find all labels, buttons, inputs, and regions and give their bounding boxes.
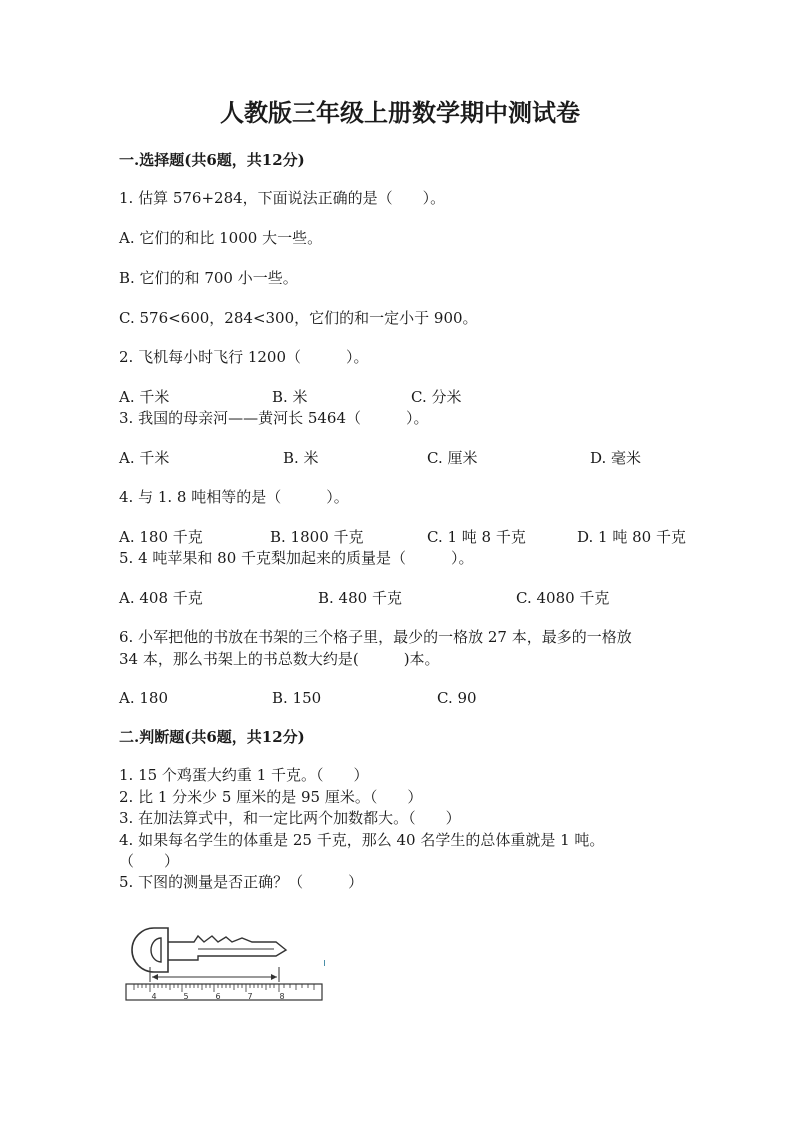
section-heading-judgement: 二.判断题(共6题，共12分)	[119, 728, 305, 746]
question-5-option-c: C. 4080 千克	[516, 589, 610, 607]
section-heading-choice: 一.选择题(共6题，共12分)	[119, 151, 305, 169]
question-1-stem: 1. 估算 576+284，下面说法正确的是（ ）。	[119, 189, 446, 207]
page-title: 人教版三年级上册数学期中测试卷	[220, 98, 580, 127]
question-2-option-c: C. 分米	[411, 388, 462, 406]
question-3-stem: 3. 我国的母亲河——黄河长 5464（ ）。	[119, 409, 429, 427]
question-6-stem-line-2: 34 本，那么书架上的书总数大约是( )本。	[119, 650, 440, 668]
key-on-ruler-figure	[124, 920, 334, 1014]
stray-mark	[324, 960, 325, 966]
question-3-option-b: B. 米	[283, 449, 319, 467]
question-3-option-c: C. 厘米	[427, 449, 478, 467]
judgement-item-4: 4. 如果每名学生的体重是 25 千克，那么 40 名学生的总体重就是 1 吨。	[119, 831, 605, 849]
question-4-stem: 4. 与 1. 8 吨相等的是（ ）。	[119, 488, 349, 506]
question-4-option-a: A. 180 千克	[119, 528, 203, 546]
ruler-label-7: 7	[247, 992, 253, 1001]
ruler-label-5: 5	[183, 992, 189, 1001]
question-3-option-a: A. 千米	[119, 449, 170, 467]
question-5-stem: 5. 4 吨苹果和 80 千克梨加起来的质量是（ ）。	[119, 549, 474, 567]
question-5-option-a: A. 408 千克	[119, 589, 203, 607]
question-5-option-b: B. 480 千克	[318, 589, 402, 607]
question-6-option-b: B. 150	[272, 689, 322, 707]
judgement-item-1: 1. 15 个鸡蛋大约重 1 千克。（ ）	[119, 766, 369, 784]
question-3-option-d: D. 毫米	[590, 449, 642, 467]
question-4-option-b: B. 1800 千克	[270, 528, 364, 546]
question-4-option-c: C. 1 吨 8 千克	[427, 528, 526, 546]
question-6-stem-line-1: 6. 小军把他的书放在书架的三个格子里，最少的一格放 27 本，最多的一格放	[119, 628, 632, 646]
question-6-option-a: A. 180	[119, 689, 168, 707]
question-1-option-b: B. 它们的和 700 小一些。	[119, 269, 298, 287]
ruler-label-4: 4	[151, 992, 157, 1001]
question-2-stem: 2. 飞机每小时飞行 1200（ ）。	[119, 348, 369, 366]
ruler-label-8: 8	[279, 992, 285, 1001]
key-on-ruler-icon	[124, 920, 334, 1010]
judgement-item-4-blank: （ ）	[119, 852, 180, 870]
question-2-option-a: A. 千米	[119, 388, 170, 406]
judgement-item-2: 2. 比 1 分米少 5 厘米的是 95 厘米。（ ）	[119, 788, 423, 806]
question-4-option-d: D. 1 吨 80 千克	[577, 528, 686, 546]
question-6-option-c: C. 90	[437, 689, 477, 707]
judgement-item-3: 3. 在加法算式中，和一定比两个加数都大。（ ）	[119, 809, 461, 827]
judgement-item-5: 5. 下图的测量是否正确？（ ）	[119, 873, 364, 891]
question-1-option-c: C. 576<600，284<300，它们的和一定小于 900。	[119, 309, 478, 327]
question-2-option-b: B. 米	[272, 388, 308, 406]
question-1-option-a: A. 它们的和比 1000 大一些。	[119, 229, 323, 247]
ruler-label-6: 6	[215, 992, 221, 1001]
